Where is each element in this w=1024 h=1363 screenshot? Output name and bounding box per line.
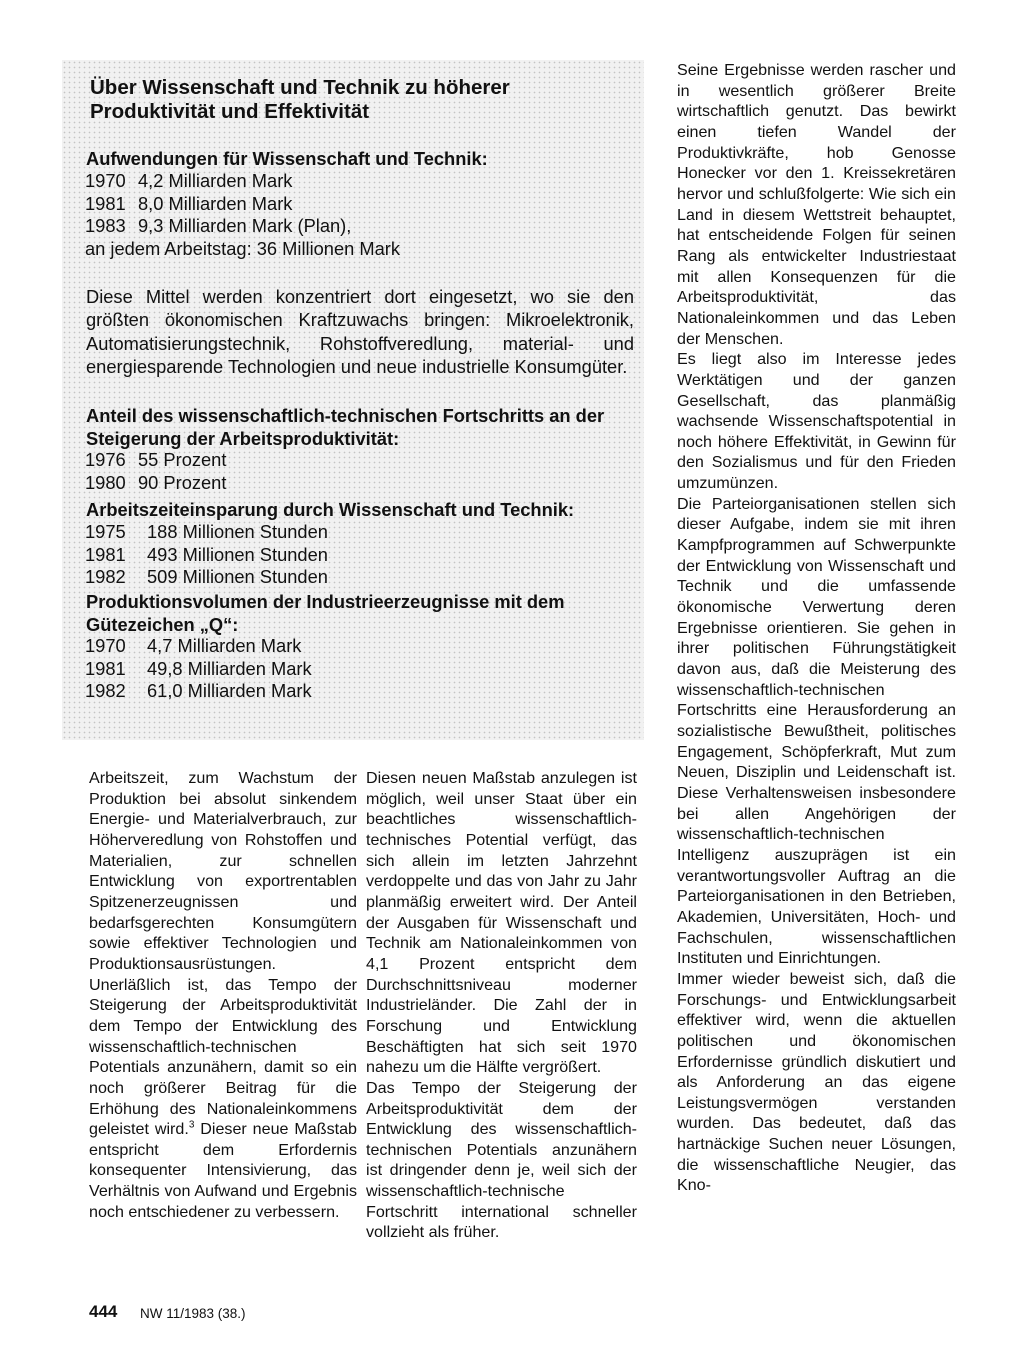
data-row: 1983 9,3 Milliarden Mark (Plan),: [85, 215, 352, 237]
time-savings-list: [85, 521, 328, 589]
paragraph: Arbeitszeit, zum Wachstum der Produktion bei absolut sinkendem Energie- und Materialverbrauch, zur Höherveredlung von Rohstoffen und Materialien, zur schnellen Entwicklung von exportrentablen Spitzenerzeugnissen und bedarfsgerechten Konsumgütern sowie effektiver Technologien und Produktionsausrüstungen.: [89, 769, 357, 973]
page-number: 444: [89, 1302, 118, 1321]
data-row: 1982 61,0 Milliarden Mark: [85, 680, 312, 702]
text-column-middle: [366, 768, 637, 1243]
section-heading-time-savings: Arbeitszeiteinsparung durch Wissenschaft und Technik:: [86, 499, 575, 520]
paragraph: Diesen neuen Maßstab anzulegen ist möglich, weil unser Staat über ein beachtliches wissenschaftlich-technisches Potential verfügt, das sich allein im letzten Jahrzehnt verdoppelte und das von Jahr zu Jahr planmäßig erweitert wird. Der Anteil der Ausgaben für Wissenschaft und Technik am Nationaleinkommen von 4,1 Prozent entspricht dem Durchschnittsniveau moderner Industrieländer. Die Zahl der in Forschung und Entwicklung Beschäftigten hat sich seit 1970 nahezu um die Hälfte vergrößert.: [366, 769, 637, 1077]
section-heading-expenditures: Aufwendungen für Wissenschaft und Technik:: [86, 148, 488, 169]
paragraph: Immer wieder beweist sich, daß die Forschungs- und Entwicklungsarbeit effektiver wird, wenn die aktuellen politischen und ökonomischen Erfordernisse gründlich diskutiert und als Anforderung an das eigene Leistungsvermögen verstanden wurden. Das bedeutet, daß das hartnäckige Suchen neuer Lösungen, die wissenschaftliche Neugier, das Kno-: [677, 969, 956, 1195]
paragraph: Es liegt also im Interesse jedes Werktätigen und der ganzen Gesellschaft, das planmäßig wachsende Wissenschaftspotential in noch höhere Effektivität, in Gewinn für den Sozialismus und für den Frieden umzumünzen.: [677, 350, 956, 493]
section-heading-production-volume: Produktionsvolumen der Industrieerzeugnisse mit dem Gütezeichen „Q“:: [86, 591, 565, 635]
issue-reference: NW 11/1983 (38.): [140, 1306, 246, 1321]
footnote-marker: 3: [188, 1119, 195, 1131]
share-list: [85, 449, 226, 494]
data-row: 1980 90 Prozent: [85, 471, 227, 493]
data-row: 1982 509 Millionen Stunden: [85, 566, 328, 588]
production-volume-list: [85, 635, 312, 703]
box-title: Über Wissenschaft und Technik zu höherer Produktivität und Effektivität: [90, 76, 510, 123]
data-row: 1970 4,2 Milliarden Mark: [85, 170, 293, 191]
data-row: 1981 49,8 Milliarden Mark: [85, 657, 312, 679]
box-paragraph: Diese Mittel werden konzentriert dort eingesetzt, wo sie den größten ökonomischen Kraftzuwachs bringen: Mikroelektronik, Automatisierungstechnik, Rohstoffveredlung, material- und energiesparende Technologien und neue industrielle Konsumgüter.: [86, 286, 634, 378]
section-heading-share: Anteil des wissenschaftlich-technischen Fortschritts an der Steigerung der Arbeitsproduktivität:: [86, 405, 605, 449]
data-row: 1981 8,0 Milliarden Mark: [85, 192, 293, 214]
data-row: 1975 188 Millionen Stunden: [85, 521, 328, 542]
paragraph: Das Tempo der Steigerung der Arbeitsproduktivität dem der Entwicklung des wissenschaftlich-technischen Potentials anzunähern ist dringender denn je, weil sich der wissenschaftlich-technische Fortschritt international schneller vollzieht als früher.: [366, 1078, 637, 1242]
data-row: 1981 493 Millionen Stunden: [85, 543, 328, 565]
data-row-extra: an jedem Arbeitstag: 36 Millionen Mark: [85, 237, 401, 259]
text-column-left: [89, 768, 357, 1222]
data-row: 1970 4,7 Milliarden Mark: [85, 635, 302, 656]
paragraph: Die Parteiorganisationen stellen sich dieser Aufgabe, indem sie mit ihren Kampfprogrammen auf Schwerpunkte der Entwicklung von Wissenschaft und Technik und die umfassende ökonomische Verwertung deren Ergebnisse orientieren. Sie gehen in ihrer politischen Führungstätigkeit davon aus, daß die Meisterung des wissenschaftlich-technischen Fortschritts eine Herausforderung an sozialistische Bewußtheit, politisches Engagement, Schöpferkraft, Mut zum Neuen, Disziplin und Leidenschaft ist. Diese Verhaltensweisen insbesondere bei allen Angehörigen der wissenschaftlich-technischen Intelligenz auszuprägen ist ein verantwortungsvoller Auftrag an die Parteiorganisationen in den Betrieben, Akademien, Universitäten, Hoch- und Fachschulen, wissenschaftlichen Instituten und Einrichtungen.: [677, 494, 956, 968]
expenditures-list: [85, 170, 400, 260]
data-row: 1976 55 Prozent: [85, 449, 227, 470]
text-column-right: [677, 60, 956, 1196]
paragraph: Unerläßlich ist, das Tempo der Steigerung der Arbeitsproduktivität dem Tempo der Entwicklung des wissenschaftlich-technischen Potentials anzunähern, damit so ein noch größerer Beitrag für die Erhöhung des Nationaleinkommens geleistet wird.$^3$ Dieser neue Maßstab entspricht dem Erfordernis konsequenter Intensivierung, das Verhältnis von Aufwand und Ergebnis noch entschiedener zu verbessern.: [89, 975, 357, 1221]
paragraph: Seine Ergebnisse werden rascher und in wesentlich größerer Breite wirtschaftlich genutzt. Das bewirkt einen tiefen Wandel der Produktivkräfte, hob Genosse Honecker vor den 1. Kreissekretären hervor und schlußfolgerte: Wie sich ein Land in diesem Wettstreit behauptet, hat entscheidende Folgen für seinen Rang als entwickelter Industriestaat mit allen Konsequenzen für die Arbeitsproduktivität, das Nationaleinkommen und das Leben der Menschen.: [677, 61, 956, 348]
